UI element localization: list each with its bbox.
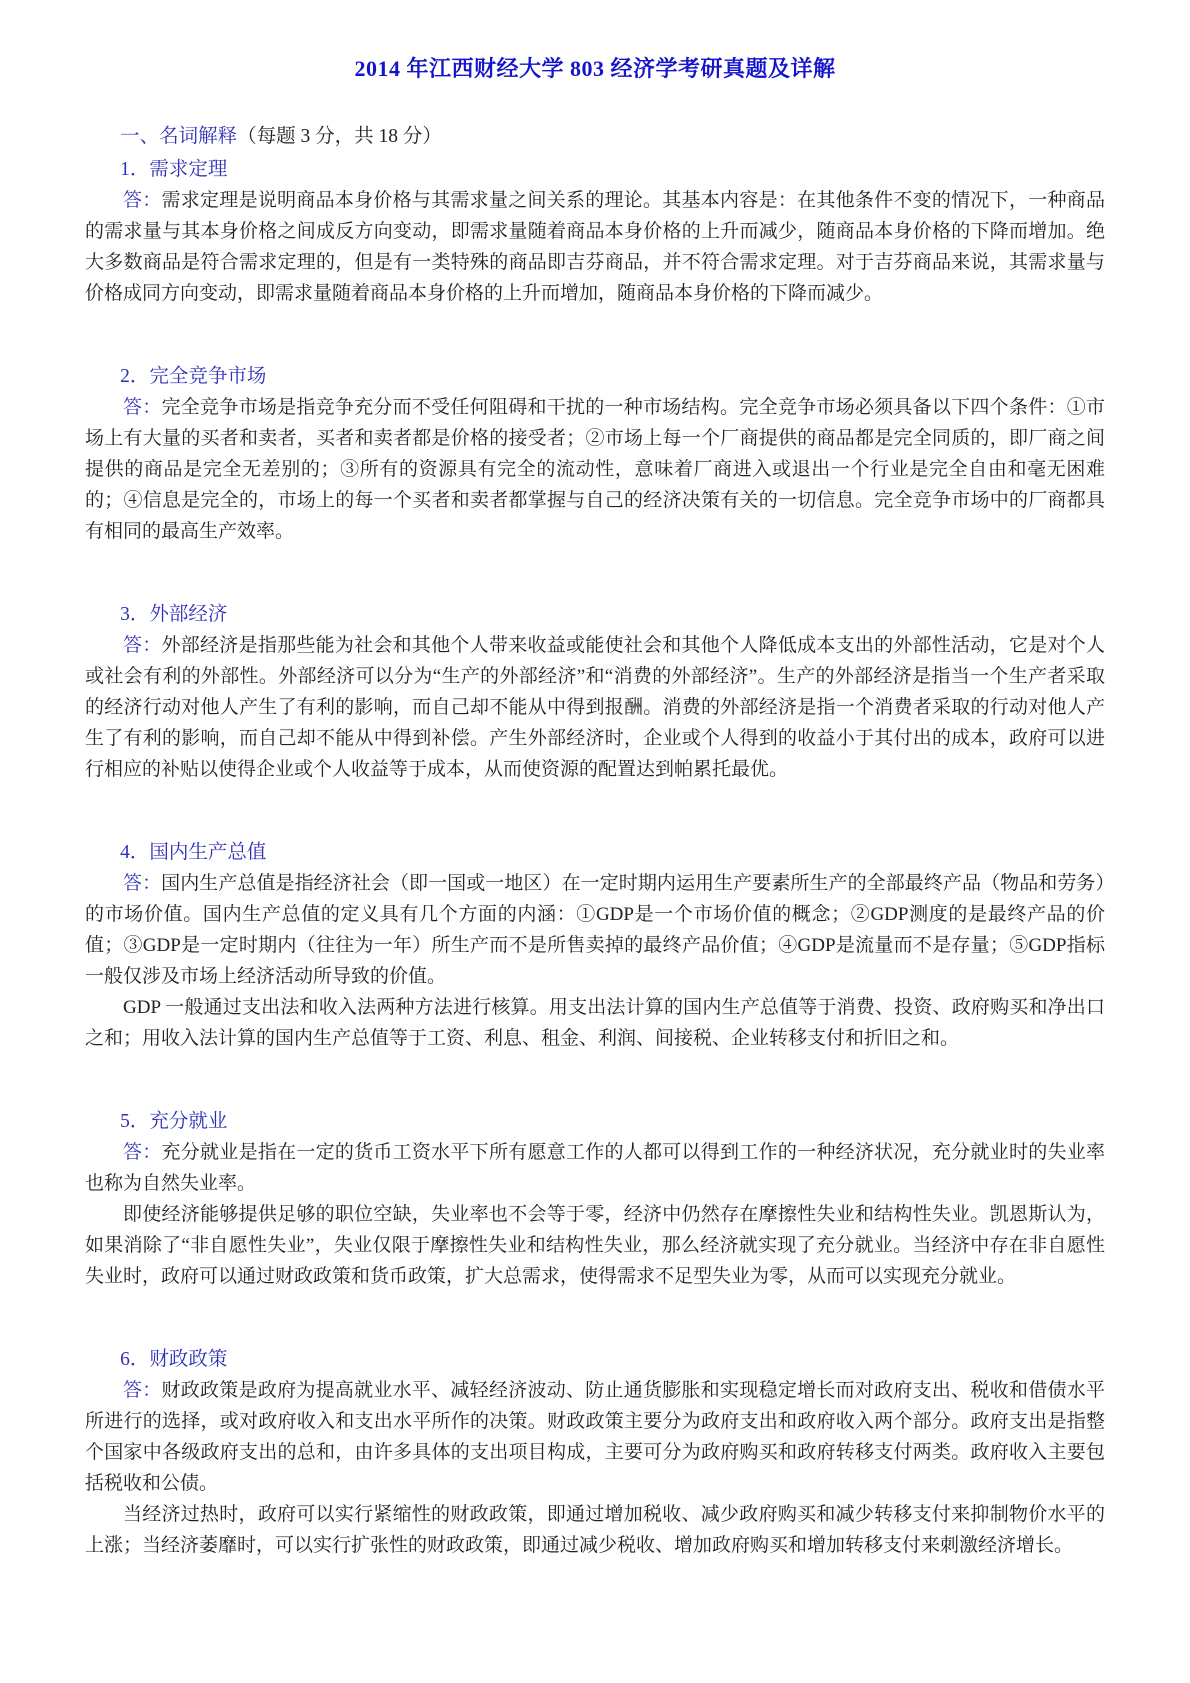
answer-paragraph-2 — [85, 392, 1105, 547]
term-item-1 — [85, 154, 1105, 309]
answer-label-1: 答： — [123, 190, 162, 211]
answer-label-3: 答： — [123, 635, 162, 656]
term-item-5 — [85, 1106, 1105, 1292]
answer-label-5: 答： — [123, 1142, 162, 1163]
term-title-5: 5．充分就业 — [120, 1111, 228, 1132]
answer-label-4: 答： — [123, 873, 162, 894]
document-body — [0, 83, 1190, 1561]
answer-text-5: 充分就业是指在一定的货币工资水平下所有愿意工作的人都可以得到工作的一种经济状况，充分就业时的失业率也称为自然失业率。 — [85, 1142, 1105, 1194]
answer-label-6: 答： — [123, 1380, 162, 1401]
term-item-3 — [85, 599, 1105, 785]
answer-paragraph-4 — [85, 868, 1105, 992]
extra-paragraph-4: GDP 一般通过支出法和收入法两种方法进行核算。用支出法计算的国内生产总值等于消费、投资、政府购买和净出口之和；用收入法计算的国内生产总值等于工资、利息、租金、利润、间接税、企业转移支付和折旧之和。 — [85, 997, 1105, 1049]
answer-text-2: 完全竞争市场是指竞争充分而不受任何阻碍和干扰的一种市场结构。完全竞争市场必须具备以下四个条件：①市场上有大量的买者和卖者，买者和卖者都是价格的接受者；②市场上每一个厂商提供的商品都是完全同质的，即厂商之间提供的商品是完全无差别的；③所有的资源具有完全的流动性，意味着厂商进入或退出一个行业是完全自由和毫无困难的；④信息是完全的，市场上的每一个买者和卖者都掌握与自己的经济决策有关的一切信息。完全竞争市场中的厂商都具有相同的最高生产效率。 — [85, 397, 1105, 542]
section-heading — [85, 121, 1105, 152]
answer-text-4: 国内生产总值是指经济社会（即一国或一地区）在一定时期内运用生产要素所生产的全部最终产品（物品和劳务）的市场价值。国内生产总值的定义具有几个方面的内涵：①GDP是一个市场价值的概念；②GDP测度的是最终产品的价值；③GDP是一定时期内（往往为一年）所生产而不是所售卖掉的最终产品价值；④GDP是流量而不是存量；⑤GDP指标一般仅涉及市场上经济活动所导致的价值。 — [85, 873, 1105, 987]
answer-paragraph-6 — [85, 1375, 1105, 1499]
term-item-4 — [85, 837, 1105, 1054]
section-heading-points: （每题 3 分，共 18 分） — [237, 126, 442, 147]
answer-paragraph-5 — [85, 1137, 1105, 1199]
answer-text-3: 外部经济是指那些能为社会和其他个人带来收益或能使社会和其他个人降低成本支出的外部性活动，它是对个人或社会有利的外部性。外部经济可以分为“生产的外部经济”和“消费的外部经济”。生产的外部经济是指当一个生产者采取的经济行动对他人产生了有利的影响，而自己却不能从中得到报酬。消费的外部经济是指一个消费者采取的行动对他人产生了有利的影响，而自己却不能从中得到补偿。产生外部经济时，企业或个人得到的收益小于其付出的成本，政府可以进行相应的补贴以使得企业或个人收益等于成本，从而使资源的配置达到帕累托最优。 — [85, 635, 1105, 780]
answer-paragraph-1 — [85, 185, 1105, 309]
answer-paragraph-3 — [85, 630, 1105, 785]
answer-label-2: 答： — [123, 397, 162, 418]
answer-text-1: 需求定理是说明商品本身价格与其需求量之间关系的理论。其基本内容是：在其他条件不变的情况下，一种商品的需求量与其本身价格之间成反方向变动，即需求量随着商品本身价格的上升而减少，随商品本身价格的下降而增加。绝大多数商品是符合需求定理的，但是有一类特殊的商品即吉芬商品，并不符合需求定理。对于吉芬商品来说，其需求量与价格成同方向变动，即需求量随着商品本身价格的上升而增加，随商品本身价格的下降而减少。 — [85, 190, 1105, 304]
document-title: 2014 年江西财经大学 803 经济学考研真题及详解 — [354, 56, 836, 81]
term-item-2 — [85, 361, 1105, 547]
term-title-2: 2．完全竞争市场 — [120, 366, 267, 387]
term-title-1: 1．需求定理 — [120, 159, 228, 180]
term-title-6: 6．财政政策 — [120, 1349, 228, 1370]
answer-text-6: 财政政策是政府为提高就业水平、减轻经济波动、防止通货膨胀和实现稳定增长而对政府支出、税收和借债水平所进行的选择，或对政府收入和支出水平所作的决策。财政政策主要分为政府支出和政府收入两个部分。政府支出是指整个国家中各级政府支出的总和，由许多具体的支出项目构成，主要可分为政府购买和政府转移支付两类。政府收入主要包括税收和公债。 — [85, 1380, 1105, 1494]
term-title-3: 3．外部经济 — [120, 604, 228, 625]
extra-paragraph-6: 当经济过热时，政府可以实行紧缩性的财政政策，即通过增加税收、减少政府购买和减少转移支付来抑制物价水平的上涨；当经济萎靡时，可以实行扩张性的财政政策，即通过减少税收、增加政府购买和增加转移支付来刺激经济增长。 — [85, 1504, 1105, 1556]
term-item-6 — [85, 1344, 1105, 1561]
term-title-4: 4．国内生产总值 — [120, 842, 267, 863]
extra-paragraph-5: 即使经济能够提供足够的职位空缺，失业率也不会等于零，经济中仍然存在摩擦性失业和结构性失业。凯恩斯认为，如果消除了“非自愿性失业”，失业仅限于摩擦性失业和结构性失业，那么经济就实现了充分就业。当经济中存在非自愿性失业时，政府可以通过财政政策和货币政策，扩大总需求，使得需求不足型失业为零，从而可以实现充分就业。 — [85, 1204, 1105, 1287]
section-heading-number: 一、名词解释 — [120, 126, 238, 147]
